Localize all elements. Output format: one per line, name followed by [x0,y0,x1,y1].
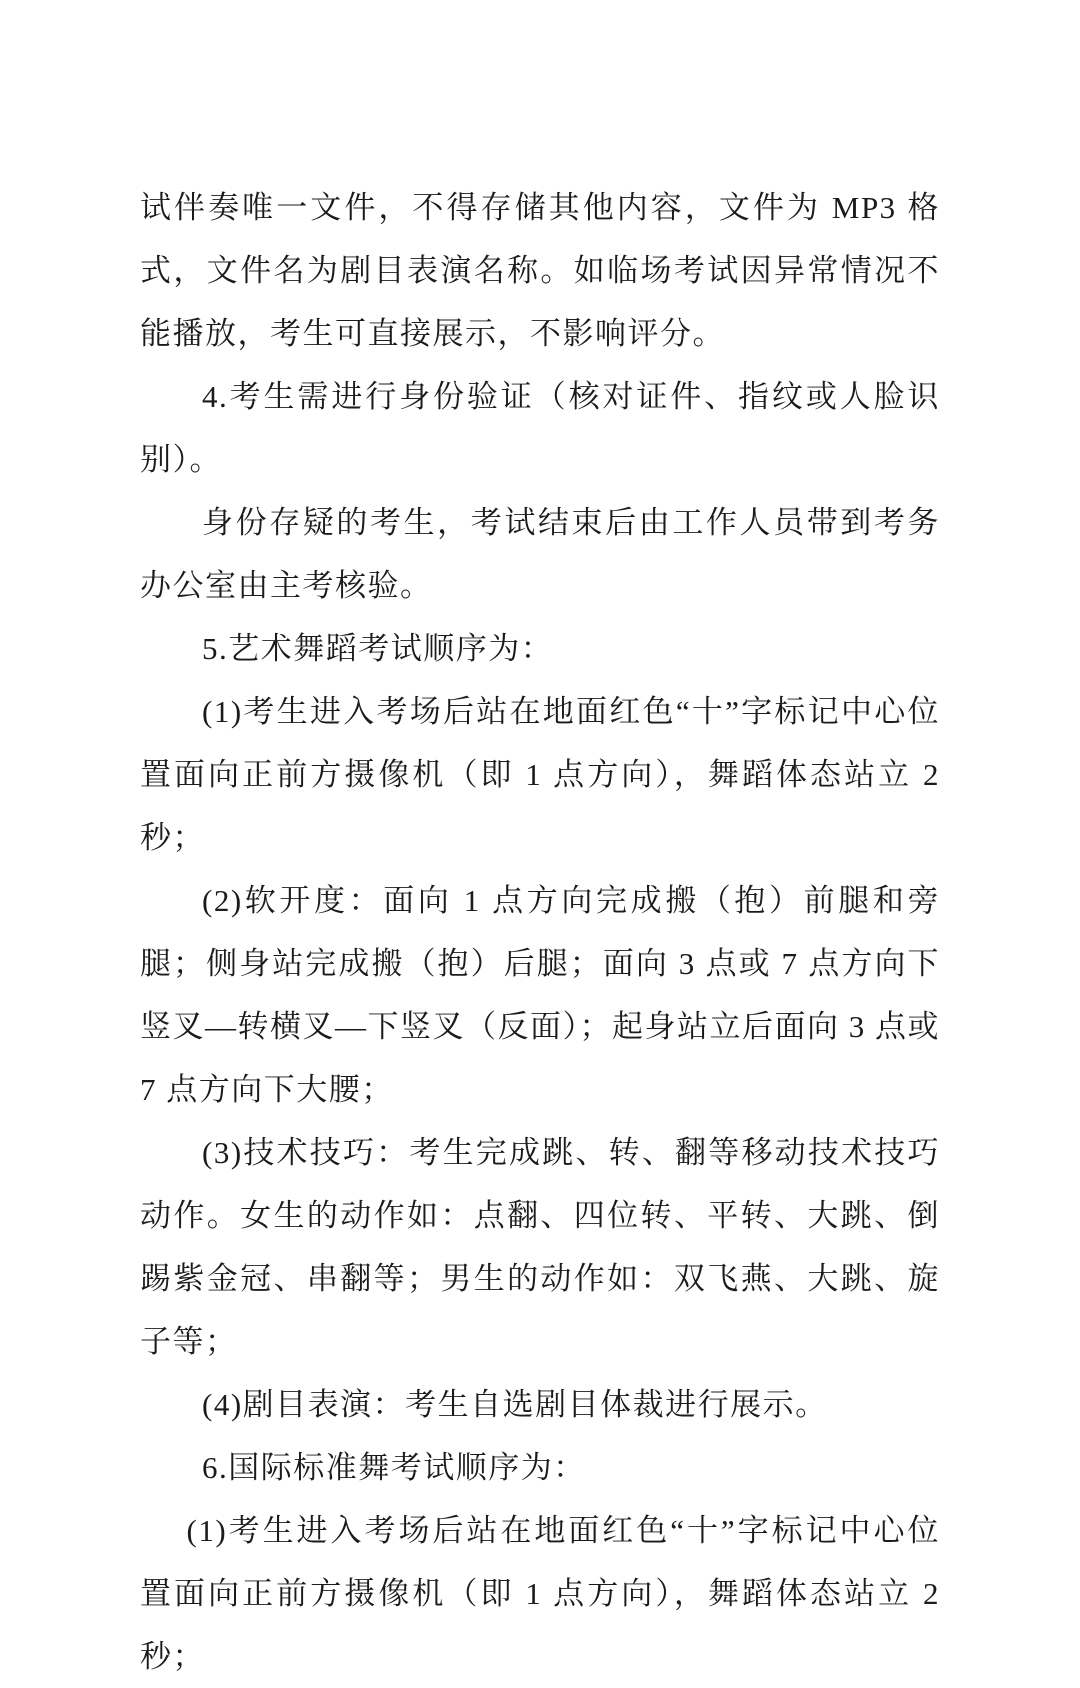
paragraph: (1)考生进入考场后站在地面红色“十”字标记中心位置面向正前方摄像机（即 1 点方向），舞蹈体态站立 2 秒； [140,694,940,855]
paragraph: (1)考生进入考场后站在地面红色“十”字标记中心位置面向正前方摄像机（即 1 点方向），舞蹈体态站立 2 秒； [140,1513,940,1674]
paragraph: (2)软开度：面向 1 点方向完成搬（抱）前腿和旁腿；侧身站完成搬（抱）后腿；面向 3 点或 7 点方向下竖叉—转横叉—下竖叉（反面）；起身站立后面向 3 点或 7 点方向下大腰； [140,883,940,1107]
paragraph: 试伴奏唯一文件，不得存储其他内容，文件为 MP3 格式，文件名为剧目表演名称。如临场考试因异常情况不能播放，考生可直接展示，不影响评分。 [140,190,940,351]
paragraph: 5.艺术舞蹈考试顺序为： [202,631,554,666]
paragraph: (4)剧目表演：考生自选剧目体裁进行展示。 [202,1387,828,1422]
text-block [140,176,940,1688]
paragraph: 身份存疑的考生，考试结束后由工作人员带到考务办公室由主考核验。 [140,505,940,603]
paragraph: (3)技术技巧：考生完成跳、转、翻等移动技术技巧动作。女生的动作如：点翻、四位转、平转、大跳、倒踢紫金冠、串翻等；男生的动作如：双飞燕、大跳、旋子等； [140,1135,940,1359]
paragraph: 6.国际标准舞考试顺序为： [202,1450,586,1485]
paragraph: 4.考生需进行身份验证（核对证件、指纹或人脸识别）。 [140,379,940,477]
